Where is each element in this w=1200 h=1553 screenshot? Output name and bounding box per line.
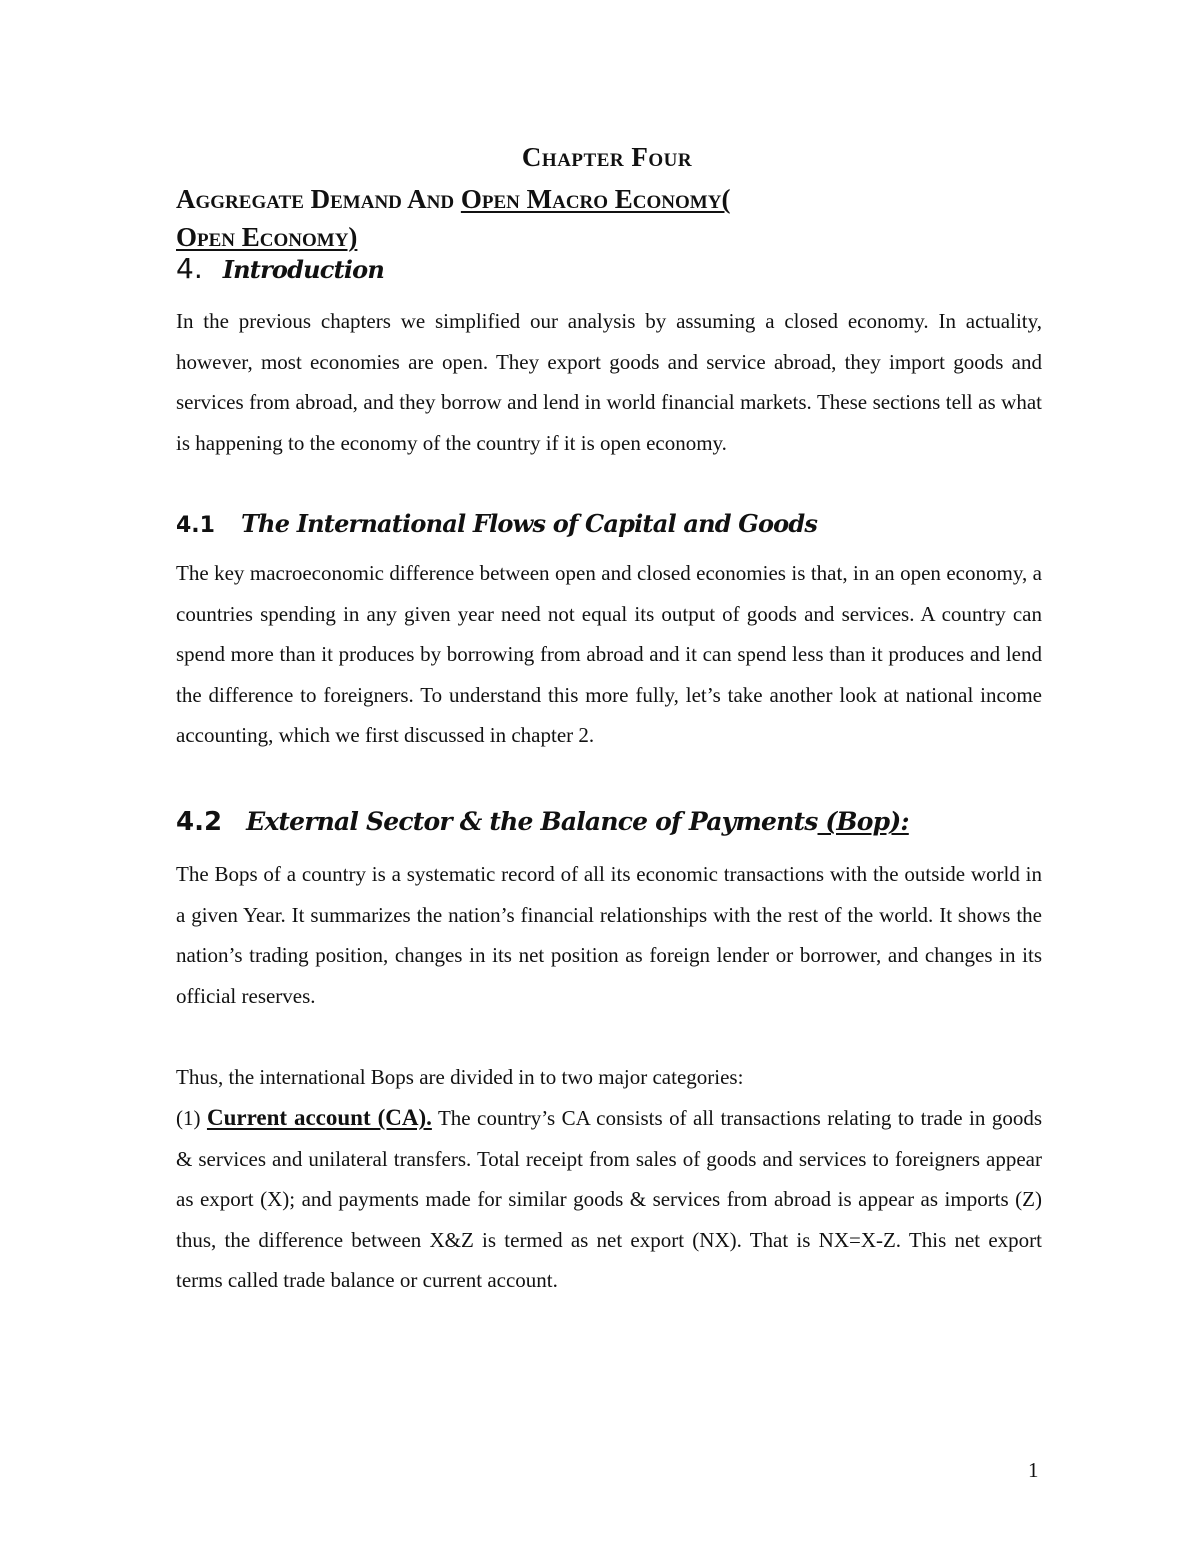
paragraph-international-flows: The key macroeconomic difference between open and closed economies is that, in an open economy, a countries spending in any given year need not equal its output of goods and services. A country can spend more than it produces by borrowing from abroad and it can spend less than it produces and lend the difference to foreigners. To understand this more fully, let’s take another look at national income accounting, which we first discussed in chapter 2. <box>176 561 1042 748</box>
section-number: 4.1 <box>176 513 215 538</box>
section-heading-international-flows <box>176 509 817 538</box>
paragraph-balance-of-payments: The Bops of a country is a systematic record of all its economic transactions with the outside world in a given Year. It summarizes the nation’s financial relationships with the rest of the world. It shows the nation’s trading position, changes in its net position as foreign lender or borrower, and changes in its official reserves. <box>176 862 1042 1008</box>
chapter-title-underlined-2: Open Economy) <box>176 222 358 252</box>
section-number: 4.2 <box>176 807 223 837</box>
section-title-underlined: (Bop): <box>817 807 909 836</box>
section-title: External Sector & the Balance of Payments <box>246 807 818 836</box>
section-heading-introduction <box>176 252 384 285</box>
list-prefix: (1) <box>176 1106 207 1130</box>
section-heading-balance-of-payments <box>176 807 909 837</box>
section-number: 4. <box>176 252 203 285</box>
chapter-title-underlined-1: Open Macro Economy( <box>460 184 731 214</box>
section-title: The International Flows of Capital and Goods <box>240 509 818 538</box>
section-title: Introduction <box>222 255 385 284</box>
current-account-term: Current account (CA). <box>206 1105 432 1130</box>
page-number: 1 <box>1028 1458 1039 1482</box>
chapter-title-plain: Aggregate Demand And <box>176 184 461 214</box>
chapter-label: Chapter Four <box>521 142 693 172</box>
current-account-text: The country’s CA consists of all transactions relating to trade in goods & services and unilateral transfers. Total receipt from sales of goods and services to foreigners appear as export (X); and payments made for similar goods & services from abroad is appear as imports (Z) thus, the difference between X&Z is termed as net export (NX). That is NX=X-Z. This net export terms called trade balance or current account. <box>176 1106 1042 1293</box>
paragraph-current-account <box>176 1098 1042 1301</box>
chapter-title <box>176 180 1046 256</box>
paragraph-introduction: In the previous chapters we simplified our analysis by assuming a closed economy. In actuality, however, most economies are open. They export goods and service abroad, they import goods and services from abroad, and they borrow and lend in world financial markets. These sections tell as what is happening to the economy of the country if it is open economy. <box>176 309 1042 455</box>
paragraph-categories-intro: Thus, the international Bops are divided in to two major categories: <box>176 1065 744 1089</box>
